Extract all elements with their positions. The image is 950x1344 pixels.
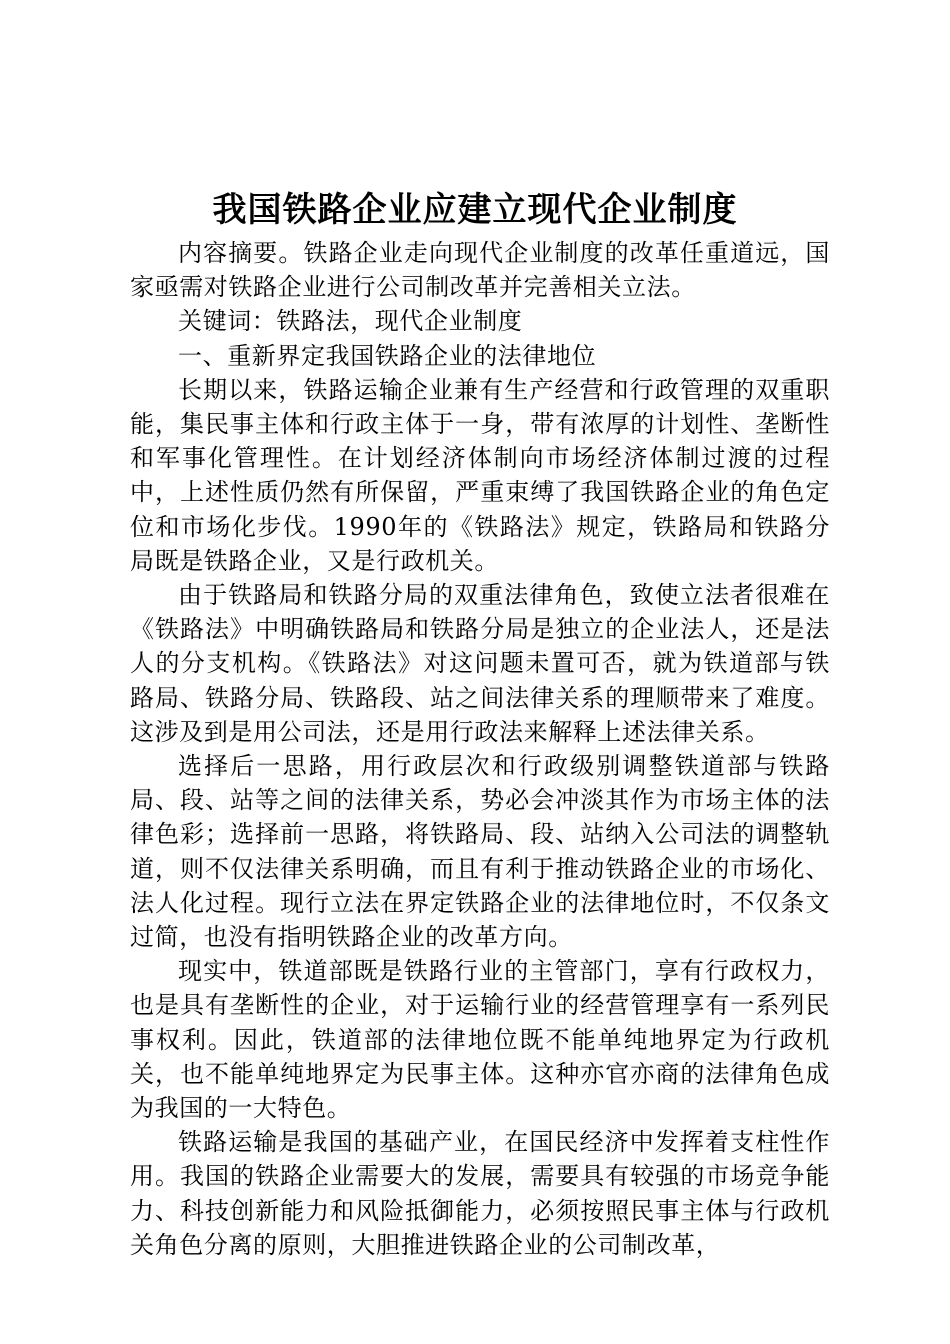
document-title: 我国铁路企业应建立现代企业制度 [212, 190, 738, 230]
keywords-paragraph: 关键词：铁路法，现代企业制度 [178, 307, 523, 336]
body-paragraph: 长期以来，铁路运输企业兼有生产经营和行政管理的双重职能，集民事主体和行政主体于一身，带有浓厚的计划性、垄断性和军事化管理性。在计划经济体制向市场经济体制过渡的过程中，上述性质仍然有所保留，严重束缚了我国铁路企业的角色定位和市场化步伐。1990年的《铁路法》规定，铁路局和铁路分局既是铁路企业，又是行政机关。 [130, 375, 830, 575]
body-paragraph: 由于铁路局和铁路分局的双重法律角色，致使立法者很难在《铁路法》中明确铁路局和铁路分局是独立的企业法人，还是法人的分支机构。《铁路法》对这问题未置可否，就为铁道部与铁路局、铁路分局、铁路段、站之间法律关系的理顺带来了难度。这涉及到是用公司法，还是用行政法来解释上述法律关系。 [130, 581, 830, 746]
body-paragraph: 选择后一思路，用行政层次和行政级别调整铁道部与铁路局、段、站等之间的法律关系，势必会冲淡其作为市场主体的法律色彩；选择前一思路，将铁路局、段、站纳入公司法的调整轨道，则不仅法律关系明确，而且有利于推动铁路企业的市场化、法人化过程。现行立法在界定铁路企业的法律地位时，不仅条文过简，也没有指明铁路企业的改革方向。 [130, 752, 830, 952]
body-paragraph: 铁路运输是我国的基础产业，在国民经济中发挥着支柱性作用。我国的铁路企业需要大的发展，需要具有较强的市场竞争能力、科技创新能力和风险抵御能力，必须按照民事主体与行政机关角色分离的原则，大胆推进铁路企业的公司制改革， [130, 1128, 830, 1259]
document-body [130, 236, 830, 1262]
body-paragraph: 现实中，铁道部既是铁路行业的主管部门，享有行政权力，也是具有垄断性的企业，对于运输行业的经营管理享有一系列民事权利。因此，铁道部的法律地位既不能单纯地界定为行政机关，也不能单纯地界定为民事主体。这种亦官亦商的法律角色成为我国的一大特色。 [130, 957, 830, 1123]
section-heading: 一、重新界定我国铁路企业的法律地位 [178, 341, 597, 370]
abstract-paragraph: 内容摘要。铁路企业走向现代企业制度的改革任重道远，国家亟需对铁路企业进行公司制改革并完善相关立法。 [130, 239, 830, 302]
